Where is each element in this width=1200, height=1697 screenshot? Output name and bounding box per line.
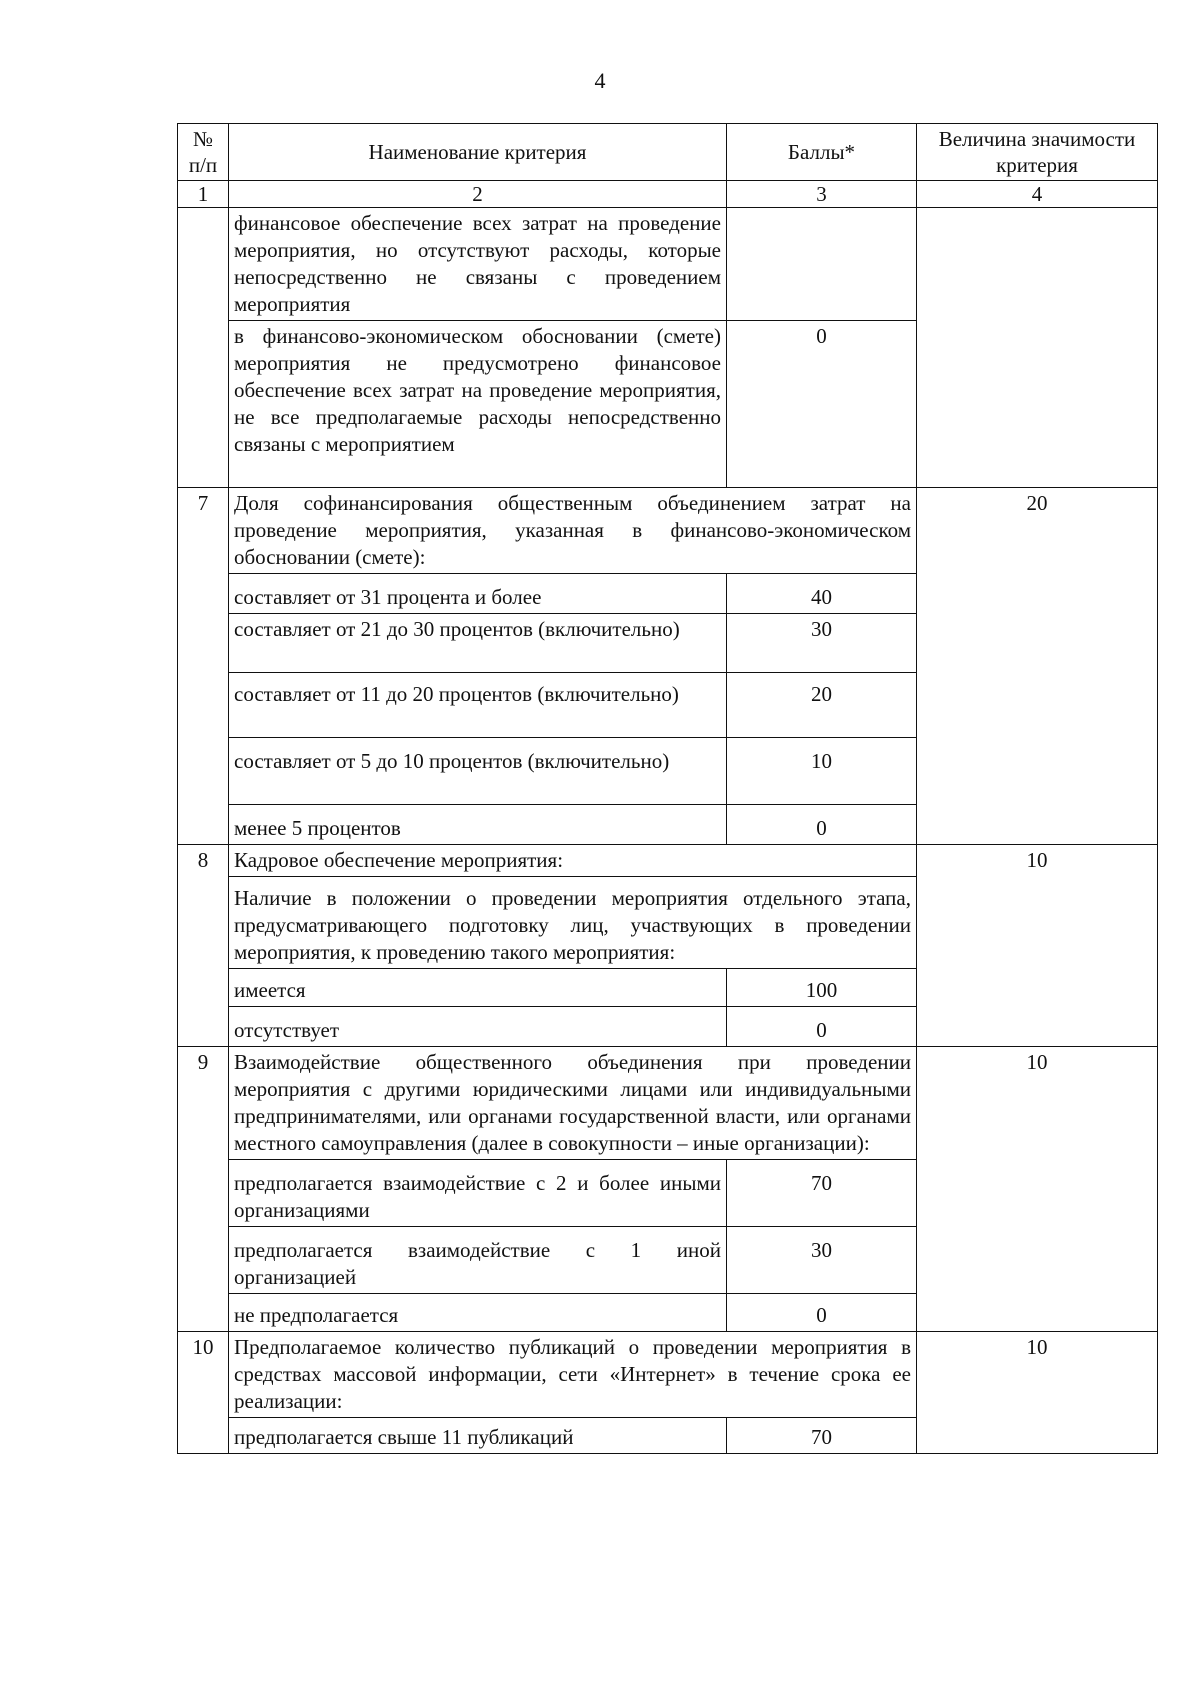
header-name: Наименование критерия (229, 124, 727, 181)
table-row (178, 1047, 1158, 1160)
column-number-1: 1 (178, 181, 229, 208)
criterion-weight: 10 (917, 845, 1158, 1047)
column-number-4: 4 (917, 181, 1158, 208)
criterion-name: Взаимодействие общественного объединения при проведении мероприятия с другими юридическими лицами или индивидуальными предпринимателями, или органами государственной власти, или органами местного самоуправления (далее в совокупности – иные организации): (229, 1047, 917, 1160)
page-number: 4 (594, 68, 606, 93)
criterion-points: 40 (727, 574, 917, 614)
criterion-points (727, 208, 917, 321)
criterion-points: 70 (727, 1418, 917, 1454)
criterion-name: Предполагаемое количество публикаций о проведении мероприятия в средствах массовой информации, сети «Интернет» в течение срока ее реализации: (229, 1332, 917, 1418)
criterion-name: Кадровое обеспечение мероприятия: (229, 845, 917, 877)
header-weight: Величина значимости критерия (917, 124, 1158, 181)
criterion-name: составляет от 31 процента и более (229, 574, 727, 614)
criterion-name: финансовое обеспечение всех затрат на проведение мероприятия, но отсутствуют расходы, которые непосредственно не связаны с проведением мероприятия (229, 208, 727, 321)
criterion-name: менее 5 процентов (229, 805, 727, 845)
row-num-cell (178, 208, 229, 488)
table-row (178, 208, 1158, 321)
table-row (178, 845, 1158, 877)
criterion-name: составляет от 11 до 20 процентов (включительно) (229, 673, 727, 738)
criterion-name: предполагается свыше 11 публикаций (229, 1418, 727, 1454)
table-row (178, 1332, 1158, 1418)
column-number-2: 2 (229, 181, 727, 208)
row-num: 8 (178, 845, 229, 1047)
criterion-name: отсутствует (229, 1007, 727, 1047)
row-num: 9 (178, 1047, 229, 1332)
criterion-points: 0 (727, 321, 917, 488)
row-num: 10 (178, 1332, 229, 1454)
criterion-weight: 20 (917, 488, 1158, 845)
column-number-3: 3 (727, 181, 917, 208)
criterion-points: 70 (727, 1160, 917, 1227)
criterion-name: составляет от 5 до 10 процентов (включительно) (229, 738, 727, 805)
criterion-points: 30 (727, 1227, 917, 1294)
header-points: Баллы* (727, 124, 917, 181)
criteria-table (177, 123, 1158, 1454)
header-num: № п/п (178, 124, 229, 181)
criterion-name: в финансово-экономическом обосновании (смете) мероприятия не предусмотрено финансовое обеспечение всех затрат на проведение мероприятия, не все предполагаемые расходы непосредственно связаны с мероприятием (229, 321, 727, 488)
criterion-name: предполагается взаимодействие с 1 иной организацией (229, 1227, 727, 1294)
table-header-row (178, 124, 1158, 181)
criterion-weight: 10 (917, 1332, 1158, 1454)
row-num: 7 (178, 488, 229, 845)
criterion-name: предполагается взаимодействие с 2 и более иными организациями (229, 1160, 727, 1227)
criterion-weight (917, 208, 1158, 488)
criterion-weight: 10 (917, 1047, 1158, 1332)
table-row (178, 488, 1158, 574)
criterion-subheading: Наличие в положении о проведении мероприятия отдельного этапа, предусматривающего подготовку лиц, участвующих в проведении мероприятия, к проведению такого мероприятия: (229, 877, 917, 969)
criterion-points: 0 (727, 1294, 917, 1332)
criterion-points: 10 (727, 738, 917, 805)
criterion-name: Доля софинансирования общественным объединением затрат на проведение мероприятия, указанная в финансово-экономическом обосновании (смете): (229, 488, 917, 574)
column-numbers-row (178, 181, 1158, 208)
criterion-name: имеется (229, 969, 727, 1007)
criterion-name: не предполагается (229, 1294, 727, 1332)
criterion-points: 100 (727, 969, 917, 1007)
criterion-points: 0 (727, 1007, 917, 1047)
criterion-points: 20 (727, 673, 917, 738)
criterion-points: 30 (727, 614, 917, 673)
criterion-points: 0 (727, 805, 917, 845)
criterion-name: составляет от 21 до 30 процентов (включительно) (229, 614, 727, 673)
